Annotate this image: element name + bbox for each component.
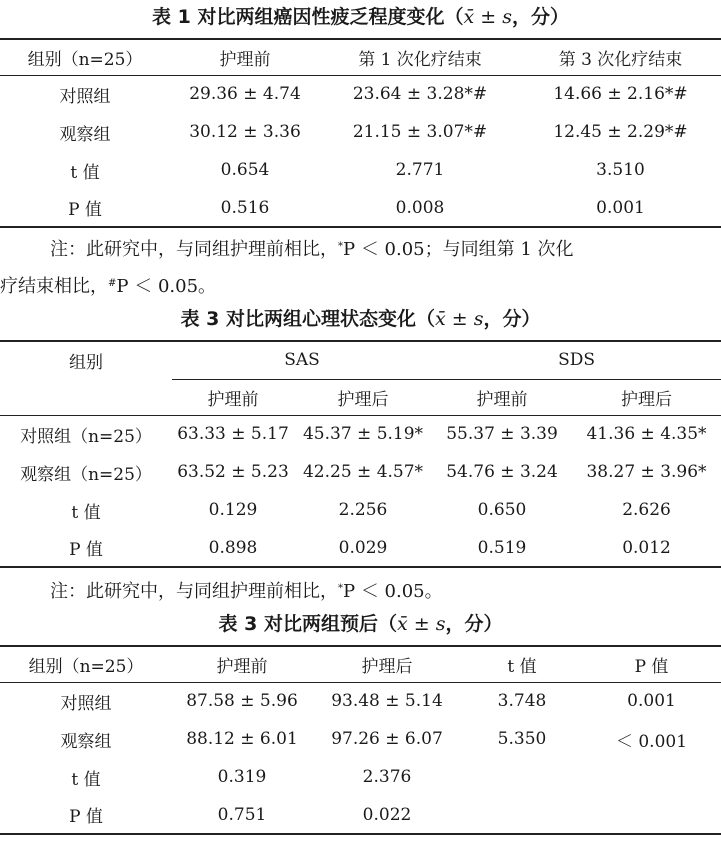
table2-group-header-text: 组别 bbox=[69, 353, 103, 373]
table2 bbox=[0, 340, 721, 568]
table-cell: 0.008 bbox=[395, 197, 445, 218]
table1-title-math: x̄ ± s bbox=[463, 6, 512, 28]
table-cell: t 值 bbox=[71, 769, 101, 790]
table-cell bbox=[462, 758, 582, 796]
table2-subheader-cell: 护理后 bbox=[621, 389, 673, 410]
note-hash: # bbox=[108, 278, 117, 289]
table2-note bbox=[0, 574, 721, 607]
table-cell: t 值 bbox=[70, 162, 100, 183]
table-cell: 87.58 ± 5.96 bbox=[186, 691, 298, 712]
table3-header-cell: t 值 bbox=[507, 656, 537, 677]
table1-note-line2 bbox=[0, 267, 721, 304]
table3-title-math: x̄ ± s bbox=[396, 613, 446, 635]
table-cell: 0.654 bbox=[220, 160, 270, 180]
table2-subheader-cell: 护理前 bbox=[476, 389, 528, 410]
table-row bbox=[0, 758, 721, 796]
table-row bbox=[0, 682, 721, 720]
table1-header-cell: 第 1 次化疗结束 bbox=[358, 49, 482, 70]
table-cell: 55.37 ± 3.39 bbox=[446, 424, 558, 445]
table1-header-cell: 组别（n=25） bbox=[27, 49, 143, 70]
table-cell: 93.48 ± 5.14 bbox=[331, 691, 443, 712]
table2-sas-header: SAS bbox=[172, 341, 432, 379]
table2-title-text: 表 3 对比两组心理状态变化（ bbox=[180, 308, 435, 330]
table-cell: 54.76 ± 3.24 bbox=[446, 462, 558, 482]
table-cell: ＜ 0.001 bbox=[615, 731, 688, 752]
table3-header-cell: 护理前 bbox=[216, 656, 268, 677]
table-row bbox=[0, 491, 721, 529]
table-cell: 0.516 bbox=[220, 197, 270, 218]
table-cell: 88.12 ± 6.01 bbox=[186, 729, 298, 749]
table-row bbox=[0, 151, 721, 189]
table-cell: 对照组（n=25） bbox=[20, 426, 152, 447]
table-row bbox=[0, 453, 721, 491]
table-cell: 2.771 bbox=[395, 160, 445, 180]
table-cell: 0.519 bbox=[477, 537, 527, 558]
table1-header-cell: 第 3 次化疗结束 bbox=[558, 49, 683, 70]
table-cell: 63.52 ± 5.23 bbox=[177, 462, 289, 482]
table3 bbox=[0, 645, 721, 835]
table-cell: 观察组 bbox=[59, 124, 111, 145]
table2-sds-header: SDS bbox=[432, 341, 721, 379]
table-cell bbox=[462, 796, 582, 834]
table2-group-header bbox=[0, 341, 172, 415]
table-cell: 3.748 bbox=[497, 691, 547, 712]
table1-title-text: 表 1 对比两组癌因性疲乏程度变化（ bbox=[152, 6, 464, 28]
table-row bbox=[0, 189, 721, 227]
table-cell: 97.26 ± 6.07 bbox=[331, 729, 443, 749]
table2-header-row bbox=[0, 341, 721, 379]
table1-note-line1 bbox=[0, 230, 721, 267]
table3-header-cell: 护理后 bbox=[361, 656, 413, 677]
table-cell: 2.376 bbox=[362, 767, 412, 787]
table-cell: 12.45 ± 2.29*# bbox=[553, 122, 688, 142]
table2-title-math: x̄ ± s bbox=[434, 308, 484, 330]
table-row bbox=[0, 415, 721, 453]
table-cell: 0.029 bbox=[338, 537, 388, 558]
table1-header-row bbox=[0, 39, 721, 75]
note-text: 注：此研究中，与同组护理前相比， bbox=[50, 239, 338, 260]
table3-title-text: 表 3 对比两组预后（ bbox=[218, 613, 397, 635]
note-text: 疗结束相比， bbox=[0, 276, 108, 297]
table-cell: 3.510 bbox=[596, 160, 645, 180]
table3-title bbox=[0, 611, 721, 637]
note-text: P ＜ 0.05；与同组第 1 次化 bbox=[343, 239, 574, 260]
table-cell: P 值 bbox=[68, 200, 102, 220]
table-cell: 5.350 bbox=[497, 729, 547, 749]
table-cell: 0.751 bbox=[217, 804, 267, 825]
table-cell: 0.129 bbox=[208, 500, 258, 520]
table-cell: 0.012 bbox=[622, 537, 671, 558]
table-row bbox=[0, 529, 721, 567]
table3-title-tail: ，分） bbox=[445, 613, 503, 635]
table2-subheader-cell: 护理前 bbox=[207, 389, 259, 410]
table-cell: 2.256 bbox=[338, 500, 388, 520]
table1-header-cell: 护理前 bbox=[219, 49, 271, 70]
table-cell: 0.898 bbox=[208, 537, 258, 558]
table1 bbox=[0, 38, 721, 228]
table-cell: t 值 bbox=[71, 502, 101, 523]
table-cell: 63.33 ± 5.17 bbox=[177, 424, 289, 445]
table-cell: 观察组 bbox=[60, 731, 112, 752]
note-star: * bbox=[338, 241, 343, 252]
table2-title bbox=[0, 306, 721, 332]
table-cell: P 值 bbox=[69, 540, 103, 560]
table-cell: 38.27 ± 3.96* bbox=[586, 462, 707, 482]
table-row bbox=[0, 720, 721, 758]
note-text: P ＜ 0.05。 bbox=[343, 581, 443, 602]
table-row bbox=[0, 796, 721, 834]
table-cell: 41.36 ± 4.35* bbox=[586, 424, 707, 445]
table-cell: 0.022 bbox=[362, 804, 412, 825]
table-cell: 0.001 bbox=[627, 691, 676, 712]
table-cell: 45.37 ± 5.19* bbox=[302, 424, 424, 445]
table1-title bbox=[0, 4, 721, 30]
table-cell: P 值 bbox=[69, 807, 103, 827]
table-cell: 观察组（n=25） bbox=[20, 464, 152, 485]
table-cell: 42.25 ± 4.57* bbox=[302, 462, 424, 482]
note-text: 注：此研究中，与同组护理前相比， bbox=[50, 581, 338, 602]
table2-title-tail: ，分） bbox=[483, 308, 541, 330]
table-cell: 0.001 bbox=[596, 197, 645, 218]
table-row bbox=[0, 113, 721, 151]
table-cell: 14.66 ± 2.16*# bbox=[553, 84, 688, 105]
table-cell: 0.319 bbox=[217, 767, 267, 787]
table3-header-row bbox=[0, 646, 721, 682]
note-text: P ＜ 0.05。 bbox=[116, 276, 217, 297]
table-cell: 2.626 bbox=[622, 500, 671, 520]
table-cell: 21.15 ± 3.07*# bbox=[352, 122, 488, 142]
table2-subheader-cell: 护理后 bbox=[337, 389, 389, 410]
table-cell bbox=[582, 796, 721, 834]
table-cell: 对照组 bbox=[59, 86, 111, 107]
table1-title-tail: ，分） bbox=[511, 6, 569, 28]
table-cell: 30.12 ± 3.36 bbox=[189, 122, 301, 142]
table-cell: 23.64 ± 3.28*# bbox=[352, 84, 488, 105]
table-cell: 29.36 ± 4.74 bbox=[189, 84, 301, 105]
table-cell: 对照组 bbox=[60, 693, 112, 714]
table-cell bbox=[582, 758, 721, 796]
table-row bbox=[0, 75, 721, 113]
note-star: * bbox=[338, 583, 343, 594]
table3-header-cell: P 值 bbox=[634, 656, 669, 677]
table3-header-cell: 组别（n=25） bbox=[28, 656, 144, 677]
table-cell: 0.650 bbox=[477, 500, 527, 520]
